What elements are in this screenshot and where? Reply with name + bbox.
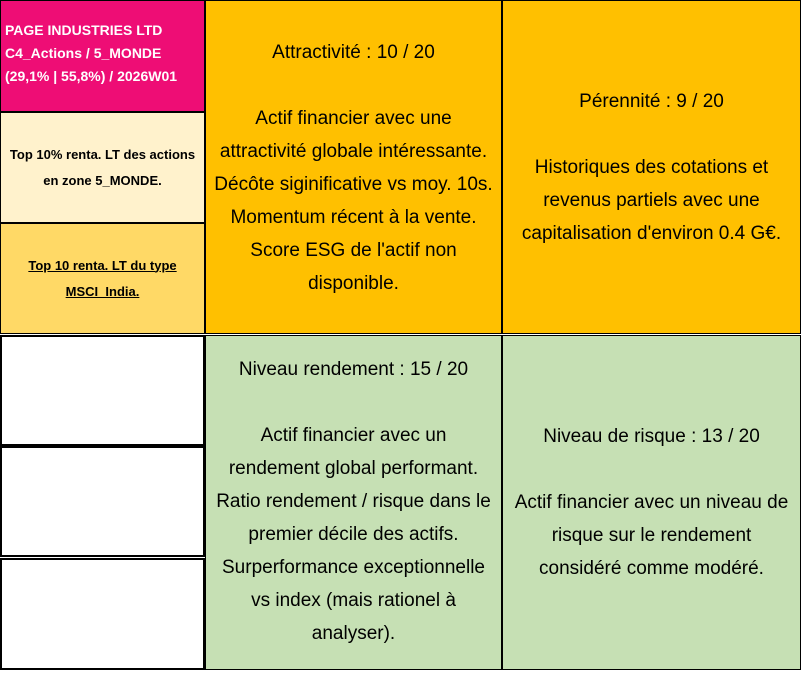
empty-cell-1 <box>0 335 205 446</box>
attractivite-line: Actif financier avec une <box>255 108 452 129</box>
attractivite-panel <box>205 0 502 334</box>
asset-category: C4_Actions / 5_MONDE <box>5 45 162 61</box>
perennite-line: revenus partiels avec une <box>543 189 760 211</box>
ranking-type-link[interactable] <box>0 223 205 334</box>
attractivite-line: attractivité globale intéressante. <box>219 141 488 162</box>
attractivite-line: Score ESG de l'actif non <box>250 240 457 261</box>
empty-cell-3 <box>0 558 205 670</box>
rendement-title: Niveau rendement : 15 / 20 <box>238 359 469 380</box>
asset-stats: (29,1% | 55,8%) / 2026W01 <box>5 68 178 84</box>
perennite-line: capitalisation d'environ 0.4 G€. <box>521 222 782 244</box>
rendement-line: vs index (mais rationel à <box>251 590 456 611</box>
asset-header <box>0 0 205 112</box>
perennite-panel <box>502 0 801 334</box>
rendement-line: Actif financier avec un <box>260 425 447 446</box>
asset-name: PAGE INDUSTRIES LTD <box>5 22 163 38</box>
ranking-zone-badge <box>0 112 205 223</box>
risque-line: risque sur le rendement <box>551 525 752 546</box>
attractivite-line: Momentum récent à la vente. <box>230 207 477 228</box>
perennite-line: Historiques des cotations et <box>534 156 769 178</box>
rendement-line: rendement global performant. <box>228 458 479 479</box>
attractivite-line: disponible. <box>308 273 399 294</box>
risque-line: Actif financier avec un niveau de <box>514 492 789 513</box>
rendement-panel <box>205 335 502 670</box>
rendement-line: Ratio rendement / risque dans le <box>216 491 491 512</box>
risque-title: Niveau de risque : 13 / 20 <box>543 426 760 447</box>
risque-panel <box>502 335 801 670</box>
attractivite-title: Attractivité : 10 / 20 <box>272 42 435 63</box>
rendement-line: analyser). <box>311 623 396 644</box>
perennite-title: Pérennité : 9 / 20 <box>579 90 724 112</box>
ranking-type-text: Top 10 renta. LT du type MSCI_India. <box>28 257 177 299</box>
rendement-line: Surperformance exceptionnelle <box>222 557 485 578</box>
risque-line: considéré comme modéré. <box>539 558 764 579</box>
ranking-zone-text: Top 10% renta. LT des actions en zone 5_MONDE. <box>9 146 196 188</box>
rendement-line: premier décile des actifs. <box>248 524 459 545</box>
empty-cell-2 <box>0 446 205 557</box>
attractivite-line: Décôte siginificative vs moy. 10s. <box>214 174 493 195</box>
